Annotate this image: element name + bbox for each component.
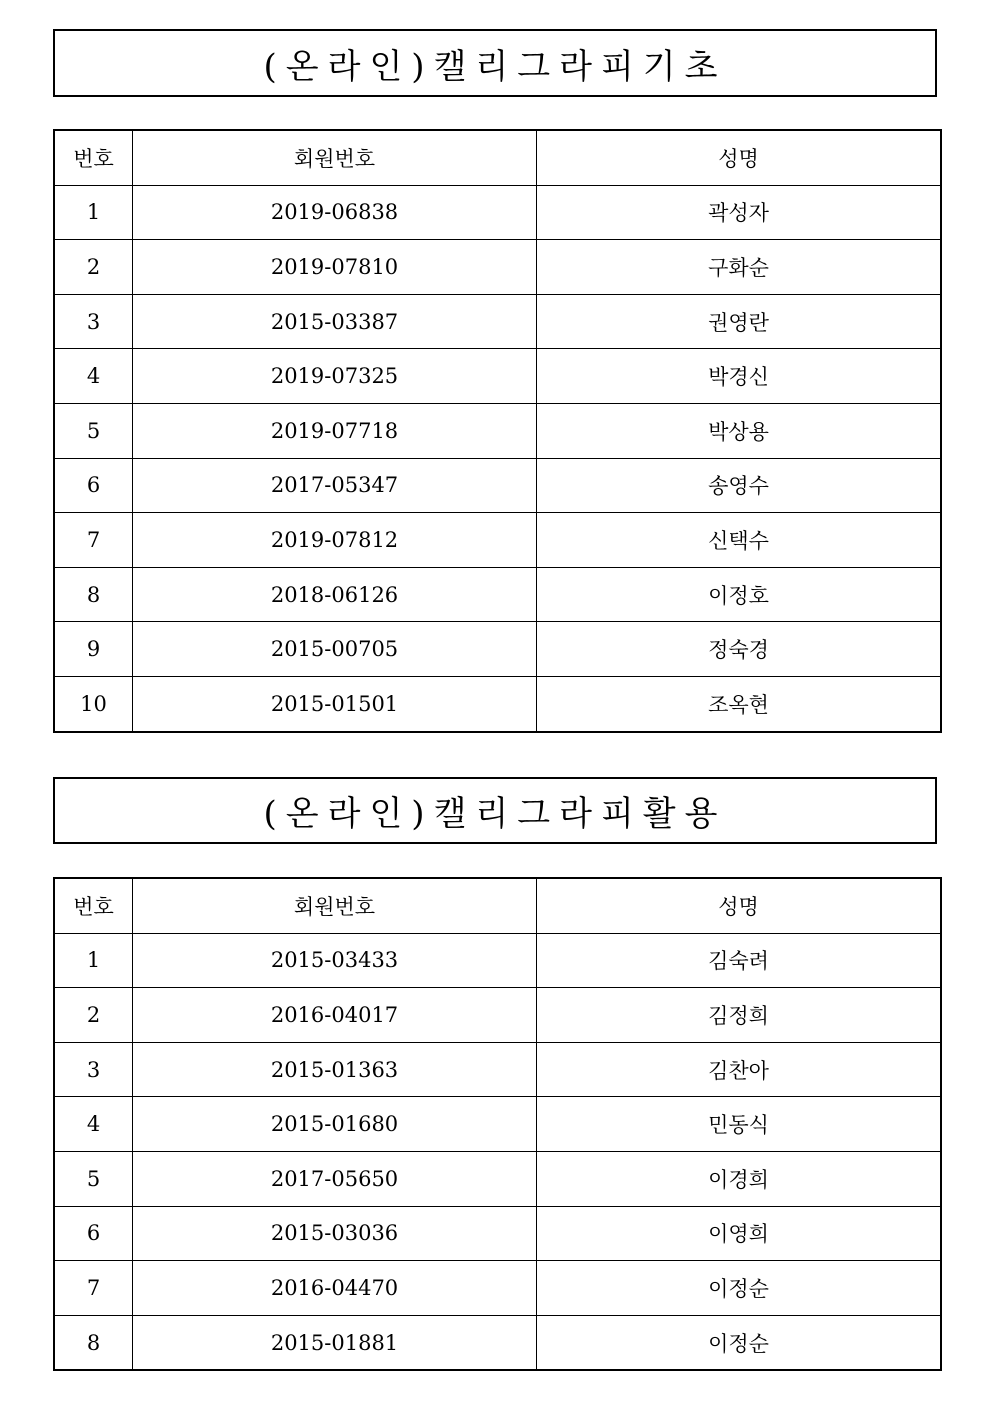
cell-name: 조옥현 [537,676,942,731]
cell-member-id: 2015-03433 [133,933,537,988]
cell-name: 구화순 [537,240,942,295]
cell-member-id: 2017-05650 [133,1151,537,1206]
column-header-member-id: 회원번호 [133,130,537,185]
cell-name: 김숙려 [537,933,942,988]
cell-name: 송영수 [537,458,942,513]
cell-member-id: 2015-01363 [133,1042,537,1097]
cell-name: 김찬아 [537,1042,942,1097]
cell-number: 8 [54,567,133,622]
cell-name: 이영희 [537,1206,942,1261]
member-table [53,129,942,733]
cell-member-id: 2015-00705 [133,622,537,677]
cell-member-id: 2016-04017 [133,988,537,1043]
table-row [54,294,941,349]
cell-name: 김정희 [537,988,942,1043]
cell-number: 10 [54,676,133,731]
table-row [54,403,941,458]
table-row [54,513,941,568]
cell-number: 1 [54,933,133,988]
column-header-number: 번호 [54,130,133,185]
column-header-number: 번호 [54,878,133,933]
section-title: (온라인)캘리그라피활용 [53,777,937,844]
table-row [54,458,941,513]
table-row [54,185,941,240]
cell-member-id: 2019-07810 [133,240,537,295]
table-row [54,1206,941,1261]
cell-name: 민동식 [537,1097,942,1152]
cell-name: 정숙경 [537,622,942,677]
cell-number: 2 [54,988,133,1043]
table-row [54,1151,941,1206]
cell-name: 이정순 [537,1261,942,1316]
cell-name: 박상용 [537,403,942,458]
cell-member-id: 2019-06838 [133,185,537,240]
cell-name: 이정순 [537,1315,942,1370]
cell-number: 3 [54,294,133,349]
cell-member-id: 2015-03387 [133,294,537,349]
member-table [53,877,942,1371]
cell-member-id: 2018-06126 [133,567,537,622]
table-row [54,1042,941,1097]
table-row [54,240,941,295]
table-row [54,1315,941,1370]
cell-member-id: 2015-01881 [133,1315,537,1370]
column-header-name: 성명 [537,878,942,933]
column-header-member-id: 회원번호 [133,878,537,933]
cell-name: 곽성자 [537,185,942,240]
cell-name: 이경희 [537,1151,942,1206]
table-row [54,1097,941,1152]
cell-member-id: 2019-07325 [133,349,537,404]
table-row [54,676,941,731]
cell-member-id: 2015-01680 [133,1097,537,1152]
table-row [54,567,941,622]
cell-name: 신택수 [537,513,942,568]
table-row [54,988,941,1043]
section-title: (온라인)캘리그라피기초 [53,29,937,97]
cell-member-id: 2019-07718 [133,403,537,458]
cell-member-id: 2015-01501 [133,676,537,731]
cell-number: 6 [54,458,133,513]
cell-number: 3 [54,1042,133,1097]
cell-number: 7 [54,513,133,568]
table-header-row [54,878,941,933]
cell-number: 6 [54,1206,133,1261]
cell-number: 8 [54,1315,133,1370]
cell-number: 4 [54,1097,133,1152]
cell-number: 4 [54,349,133,404]
table-row [54,933,941,988]
table-header-row [54,130,941,185]
cell-name: 권영란 [537,294,942,349]
cell-member-id: 2017-05347 [133,458,537,513]
cell-member-id: 2015-03036 [133,1206,537,1261]
cell-member-id: 2019-07812 [133,513,537,568]
table-row [54,1261,941,1316]
cell-number: 7 [54,1261,133,1316]
table-row [54,622,941,677]
cell-number: 9 [54,622,133,677]
column-header-name: 성명 [537,130,942,185]
cell-number: 1 [54,185,133,240]
cell-name: 박경신 [537,349,942,404]
cell-number: 2 [54,240,133,295]
cell-member-id: 2016-04470 [133,1261,537,1316]
cell-name: 이정호 [537,567,942,622]
cell-number: 5 [54,1151,133,1206]
cell-number: 5 [54,403,133,458]
table-row [54,349,941,404]
